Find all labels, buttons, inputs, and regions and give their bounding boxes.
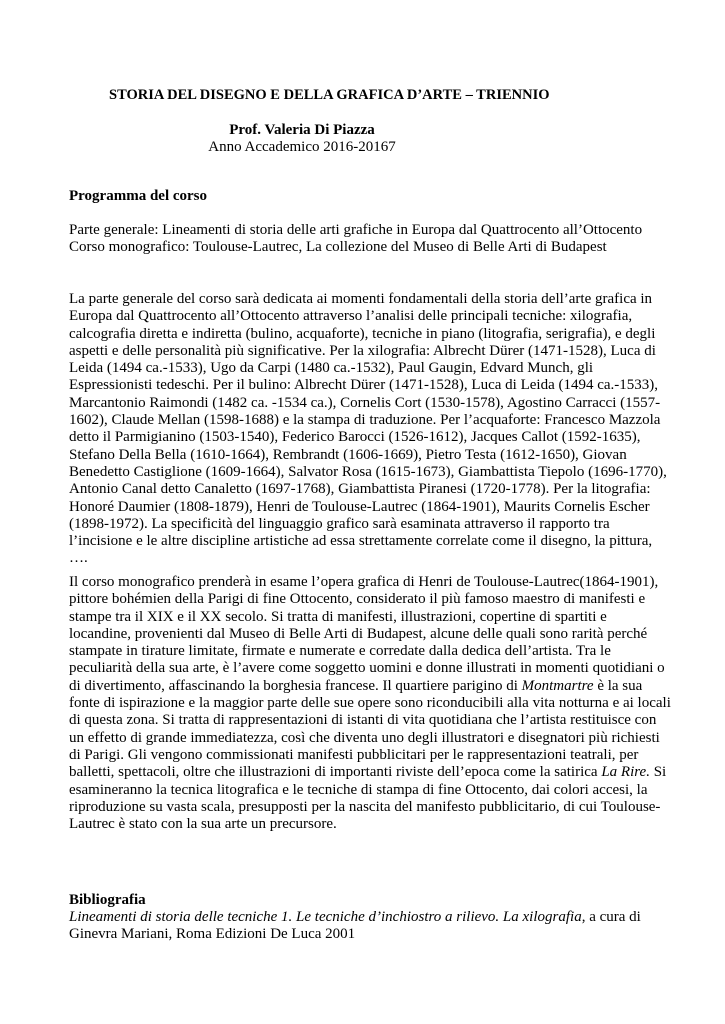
paragraph-line (69, 678, 659, 695)
paragraph-line: pittore bohémien della Parigi di fine Ottocento, considerato il più famoso maestro di manifesti e (69, 591, 646, 608)
paragraph-line: Marcantonio Raimondi (1482 ca. -1534 ca.), Cornelis Cort (1530-1578), Agostino Carracci (1557- (69, 394, 661, 411)
paragraph-text: è la sua (593, 677, 643, 694)
programma-line: Parte generale: Lineamenti di storia delle arti grafiche in Europa dal Quattrocento all’Ottocento (69, 222, 643, 238)
programma-line: Corso monografico: Toulouse-Lautrec, La collezione del Museo di Belle Arti di Budapest (69, 239, 607, 256)
paragraph-line: …. (69, 550, 88, 567)
la-rire-emphasis: La Rire. (601, 764, 650, 781)
paragraph-line: peculiarità della sua arte, è l’avere come soggetto uomini e donne illustrati in momenti quotidiani o (69, 660, 665, 677)
bibliography-text: , a cura di (581, 909, 641, 925)
paragraph-line: Honoré Daumier (1808-1879), Henri de Toulouse-Lautrec (1864-1901), Maurits Cornelis Escher (69, 498, 650, 515)
paragraph-line: di Parigi. Gli vengono commissionati manifesti pubblicitari per le rappresentazioni teatrali, per (69, 746, 639, 763)
paragraph-text: Si (649, 764, 667, 781)
paragraph-line: un effetto di grande immediatezza, così che diventa uno degli illustratori e disegnatori più richiesti (69, 729, 660, 746)
paragraph-line: stampe tra il XIX e il XX secolo. Si tratta di manifesti, illustrazioni, copertine di spartiti e (69, 608, 607, 625)
paragraph-text: balletti, spettacoli, oltre che illustrazioni di importanti riviste dell’epoca come la satirica (69, 764, 602, 781)
paragraph-line: 1602), Claude Mellan (1598-1688) e la stampa di traduzione. Per l’acquaforte: Francesco Mazzola (69, 412, 661, 429)
bibliography-line (69, 909, 659, 926)
course-title: STORIA DEL DISEGNO E DELLA GRAFICA D’ARTE – TRIENNIO (109, 87, 550, 103)
book-title: Lineamenti di storia delle tecniche 1. Le tecniche d’inchiostro a rilievo. La xilografia (69, 909, 582, 925)
paragraph-corso-monografico (69, 574, 671, 833)
bibliography-line: Ginevra Mariani, Roma Edizioni De Luca 2001 (69, 926, 356, 943)
academic-year: Anno Accademico 2016-20167 (208, 139, 396, 155)
programma-summary (69, 222, 659, 257)
paragraph-line: Lautrec è stato con la sua arte un precursore. (69, 816, 337, 833)
paragraph-line: Il corso monografico prenderà in esame l’opera grafica di Henri de Toulouse-Lautrec(1864-1901), (69, 574, 659, 590)
paragraph-text: di divertimento, affascinando la borghesia francese. Il quartiere parigino di (69, 677, 522, 694)
paragraph-line: Antonio Canal detto Canaletto (1697-1768), Giambattista Piranesi (1720-1778). Per la litografia: (69, 481, 651, 498)
paragraph-line: La parte generale del corso sarà dedicata ai momenti fondamentali della storia dell’arte grafica in (69, 291, 653, 307)
paragraph-line: calcografia diretta e indiretta (bulino, acquaforte), tecniche in piano (litografia, serigrafia), e degli (69, 325, 656, 342)
paragraph-line: esamineranno la tecnica litografica e le tecniche di stampa di fine Ottocento, dai colori accesi, la (69, 781, 648, 798)
montmartre-emphasis: Montmartre (521, 677, 594, 694)
paragraph-line: di questa zona. Si tratta di rappresentazioni di istanti di vita quotidiana che l’artista restituisce con (69, 712, 657, 729)
paragraph-line: Benedetto Castiglione (1609-1664), Salvator Rosa (1615-1673), Giambattista Tiepolo (1696-1770), (69, 463, 667, 480)
paragraph-line: aspetti e delle personalità più significative. Per la xilografia: Albrecht Dürer (1471-1528), Luca di (69, 342, 656, 359)
paragraph-line: fonte di ispirazione e la maggior parte delle sue opere sono riconducibili alla vita notturna e ai locali (69, 695, 671, 712)
paragraph-line: Leida (1494 ca.-1533), Ugo da Carpi (1480 ca.-1532), Paul Gaugin, Edvard Munch, gli (69, 360, 594, 377)
professor-name: Prof. Valeria Di Piazza (229, 122, 375, 138)
paragraph-line: detto il Parmigianino (1503-1540), Federico Barocci (1526-1612), Jacques Callot (1592-1635), (69, 429, 641, 446)
bibliografia-entry (69, 909, 659, 944)
paragraph-line: Europa dal Quattrocento all’Ottocento attraverso l’analisi delle principali tecniche: xilografia, (69, 308, 633, 325)
bibliografia-heading: Bibliografia (69, 892, 146, 908)
paragraph-line: Stefano Della Bella (1610-1664), Rembrandt (1606-1669), Pietro Testa (1612-1650), Giovan (69, 446, 627, 463)
paragraph-line: riproduzione su vasta scala, presupposti per la nascita del manifesto pubblicitario, di cui Toulouse- (69, 798, 661, 815)
paragraph-line (69, 764, 667, 781)
paragraph-line: Espressionisti tedeschi. Per il bulino: Albrecht Dürer (1471-1528), Luca di Leida (1494 ca.-1533), (69, 377, 659, 394)
paragraph-line: l’incisione e le altre discipline artistiche ad essa strettamente correlate come il disegno, la pittura, (69, 533, 653, 550)
paragraph-line: (1898-1972). La specificità del linguaggio grafico sarà esaminata attraverso il rapporto tra (69, 515, 610, 532)
programma-heading: Programma del corso (69, 188, 208, 204)
paragraph-parte-generale (69, 291, 667, 568)
paragraph-line: locandine, provenienti dal Museo di Belle Arti di Budapest, alcune delle quali sono rarità perché (69, 625, 648, 642)
paragraph-line: stampate in tirature limitate, firmate e numerate e corredate dalla dedica dell’artista. Tra le (69, 643, 611, 660)
